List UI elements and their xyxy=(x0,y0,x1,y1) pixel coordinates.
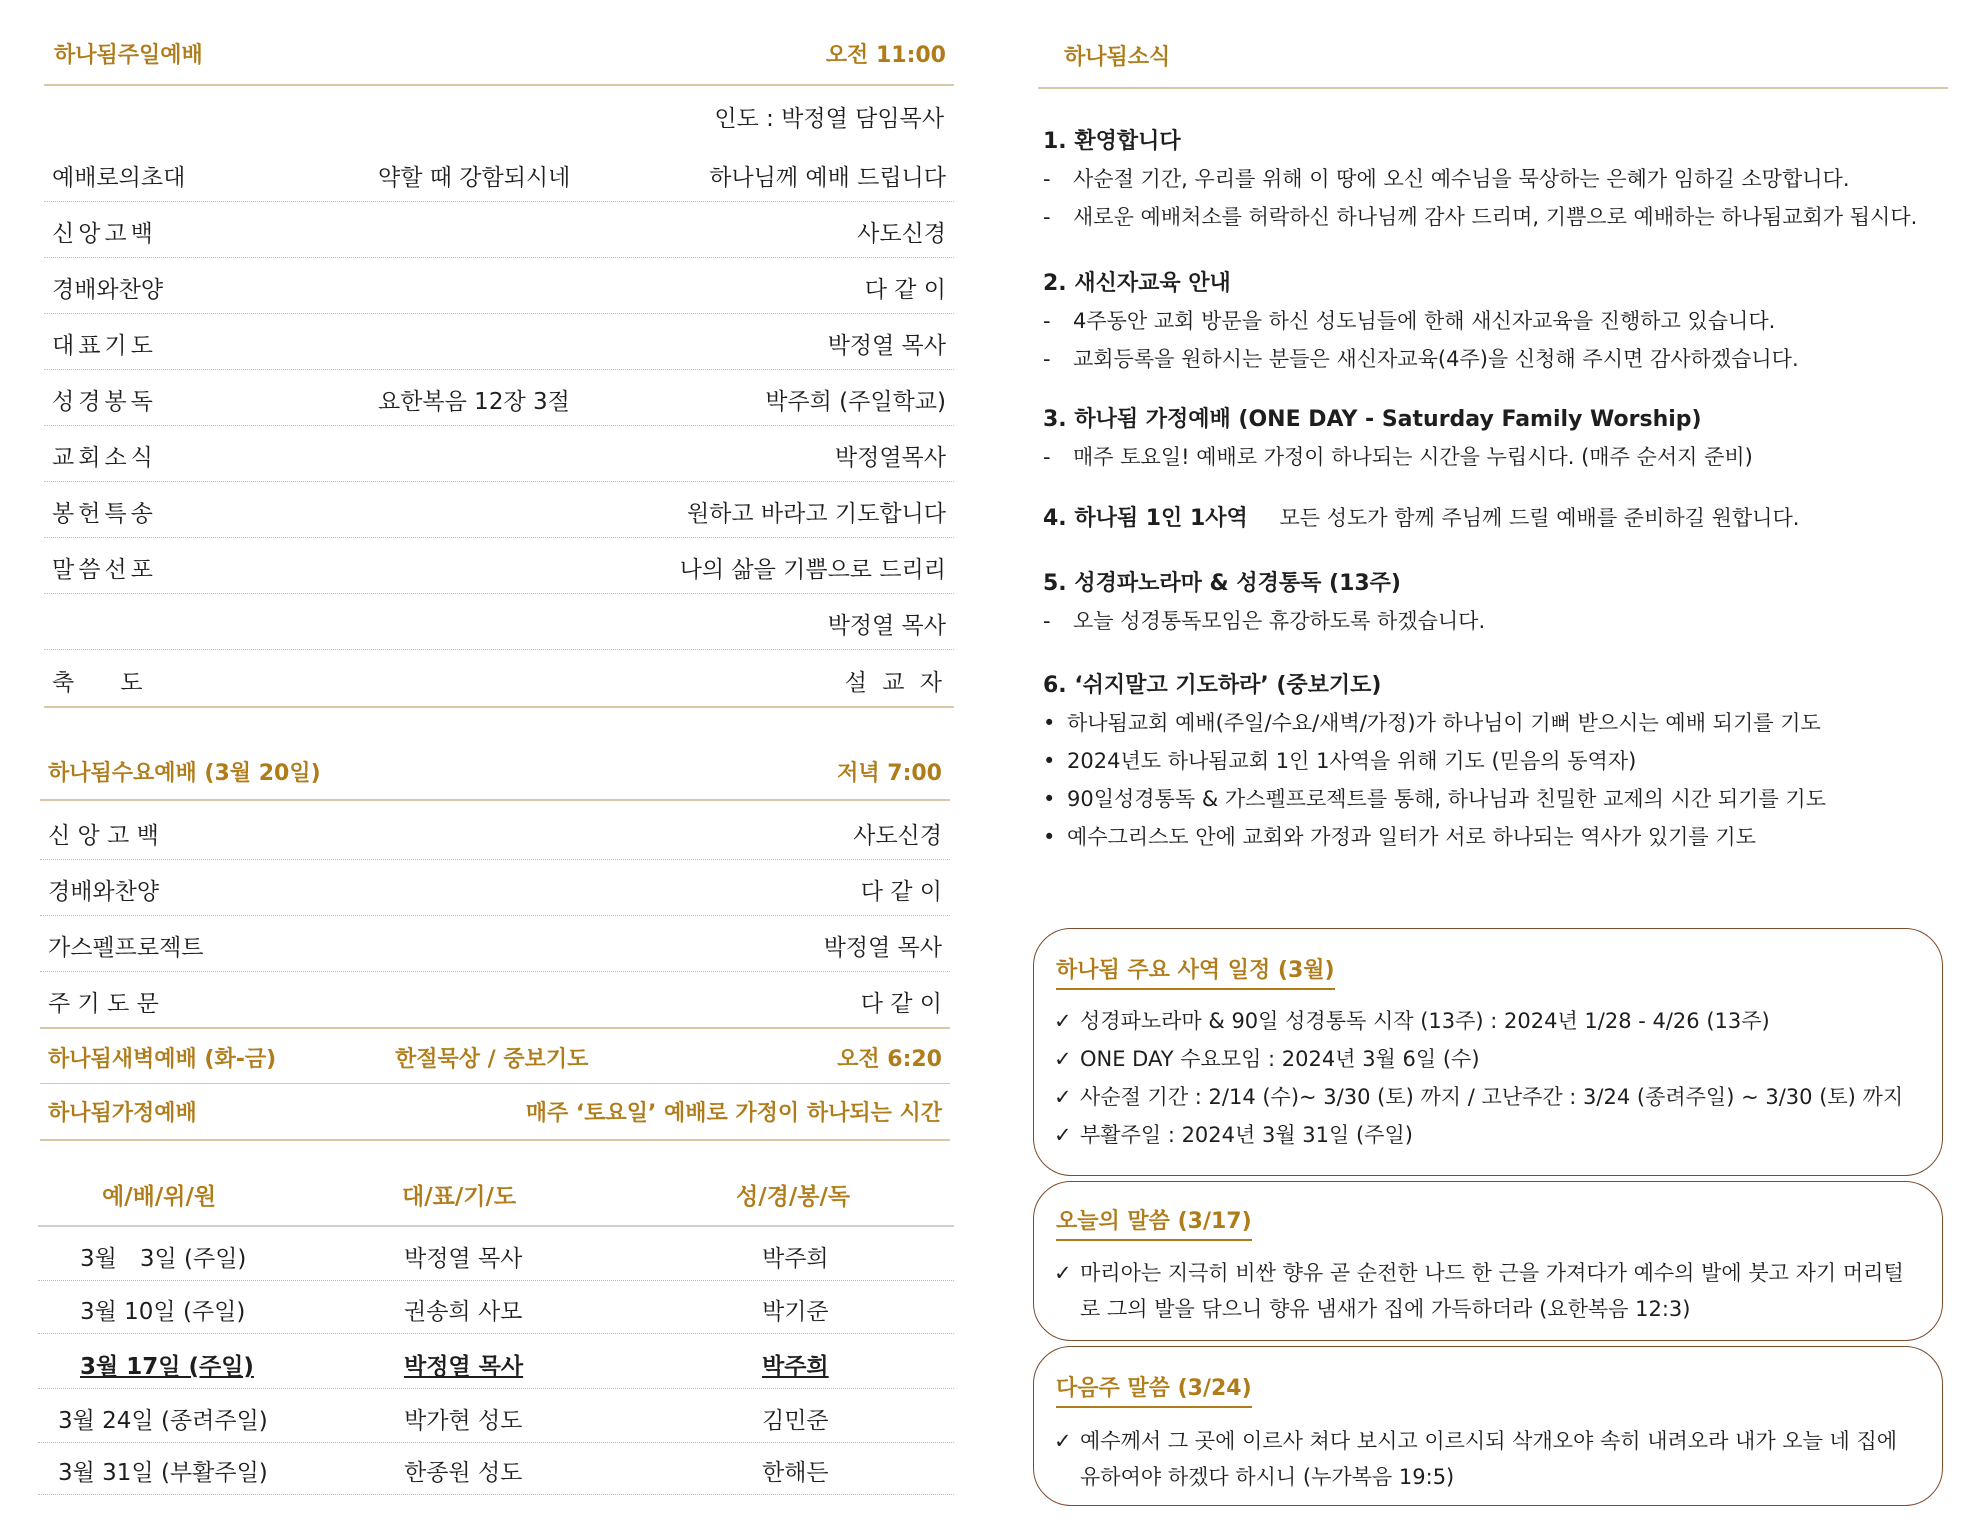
order-row xyxy=(44,313,954,370)
schedule-item xyxy=(1054,1005,1770,1035)
news-heading-row xyxy=(1043,501,1943,532)
divider xyxy=(1038,87,1948,89)
news-line-text: 하나됨교회 예배(주일/수요/새벽/가정)가 하나님이 기뻐 받으시는 예배 되기를 기도 xyxy=(1067,711,1821,735)
schedule-title: 하나됨 주요 사역 일정 (3월) xyxy=(1056,953,1335,990)
order-name: 교회소식 xyxy=(52,445,157,471)
order-row xyxy=(44,537,954,594)
divider xyxy=(44,84,954,86)
news-line-text: 새로운 예배처소를 허락하신 하나님께 감사 드리며, 기쁨으로 예배하는 하나됨교회가 됩시다. xyxy=(1073,205,1918,229)
news-bullet xyxy=(1043,745,1943,775)
order-leader: 다 같 이 xyxy=(860,991,942,1017)
order-leader: 박정열 목사 xyxy=(823,935,942,961)
news-bullet xyxy=(1043,821,1943,851)
roster-reading: 박주희 xyxy=(762,1246,829,1272)
schedule-text: 사순절 기간 : 2/14 (수)~ 3/30 (토) 까지 / 고난주간 : 3/24 (종려주일) ~ 3/30 (토) 까지 xyxy=(1080,1085,1904,1109)
today-word-box xyxy=(1033,1181,1943,1341)
roster-date: 3월 3일 (주일) xyxy=(80,1246,247,1272)
order-row xyxy=(44,481,954,538)
roster-prayer: 한종원 성도 xyxy=(404,1460,523,1486)
order-leader: 다 같 이 xyxy=(864,277,946,303)
news-heading: 2. 새신자교육 안내 xyxy=(1043,271,1231,296)
table-row xyxy=(38,1336,954,1389)
roster-prayer: 권송희 사모 xyxy=(404,1299,523,1325)
sunday-time: 오전 11:00 xyxy=(825,43,946,68)
bullet-icon: • xyxy=(1043,787,1056,811)
order-name: 신 앙 고 백 xyxy=(48,823,159,849)
news-line-text: 사순절 기간, 우리를 위해 이 땅에 오신 예수님을 묵상하는 은혜가 임하길 소망합니다. xyxy=(1073,167,1850,191)
roster-reading: 박주희 xyxy=(762,1354,829,1380)
roster-prayer: 박가현 성도 xyxy=(404,1408,523,1434)
order-name: 축 도 xyxy=(52,670,143,696)
news-line-text: 매주 토요일! 예배로 가정이 하나되는 시간을 누립시다. (매주 순서지 준비) xyxy=(1073,445,1753,469)
news-heading: 1. 환영합니다 xyxy=(1043,129,1181,154)
dawn-title: 하나됨새벽예배 (화-금) xyxy=(48,1047,277,1072)
news-line-text: 예수그리스도 안에 교회와 가정과 일터가 서로 하나되는 역사가 있기를 기도 xyxy=(1067,825,1756,849)
news-title: 하나됨소식 xyxy=(1064,45,1171,70)
order-row xyxy=(44,650,954,708)
divider xyxy=(40,1139,950,1141)
order-leader: 박정열 목사 xyxy=(827,333,946,359)
schedule-box xyxy=(1033,928,1943,1176)
news-heading: 3. 하나됨 가정예배 (ONE DAY - Saturday Family Worship) xyxy=(1043,407,1702,432)
news-line-text: 모든 성도가 함께 주님께 드릴 예배를 준비하길 원합니다. xyxy=(1279,506,1800,530)
dash-icon: - xyxy=(1043,609,1051,633)
order-row xyxy=(40,803,950,860)
order-detail: 약할 때 강함되시네 xyxy=(378,165,571,191)
table-row xyxy=(38,1228,954,1281)
order-name: 경배와찬양 xyxy=(48,879,160,905)
table-row xyxy=(38,1281,954,1334)
roster-date: 3월 24일 (종려주일) xyxy=(58,1408,268,1434)
roster-prayer: 박정열 목사 xyxy=(404,1354,524,1380)
schedule-item xyxy=(1054,1081,1903,1111)
news-line-text: 2024년도 하나됨교회 1인 1사역을 위해 기도 (믿음의 동역자) xyxy=(1067,749,1637,773)
order-row xyxy=(44,257,954,314)
bullet-icon: • xyxy=(1043,711,1056,735)
order-row xyxy=(44,369,954,426)
order-name: 신앙고백 xyxy=(52,221,157,247)
order-row xyxy=(44,201,954,258)
verse-text: 마리아는 지극히 비싼 향유 곧 순전한 나드 한 근을 가져다가 예수의 발에 붓고 자기 머리털 xyxy=(1080,1261,1904,1285)
order-row xyxy=(44,145,954,202)
order-name: 경배와찬양 xyxy=(52,277,164,303)
roster-date: 3월 31일 (부활주일) xyxy=(58,1460,268,1486)
next-word-title: 다음주 말씀 (3/24) xyxy=(1056,1371,1252,1408)
news-item xyxy=(1043,124,1943,231)
dawn-time: 오전 6:20 xyxy=(837,1047,942,1072)
order-name: 예배로의초대 xyxy=(52,165,186,191)
news-line xyxy=(1043,163,1943,193)
order-name: 가스펠프로젝트 xyxy=(48,935,204,961)
news-line xyxy=(1043,605,1943,635)
dash-icon: - xyxy=(1043,309,1051,333)
divider xyxy=(40,799,950,801)
family-desc: 매주 ‘토요일’ 예배로 가정이 하나되는 시간 xyxy=(525,1101,942,1126)
dash-icon: - xyxy=(1043,167,1051,191)
check-icon: ✓ xyxy=(1054,1085,1072,1109)
news-item xyxy=(1043,266,1943,373)
bullet-icon: • xyxy=(1043,749,1056,773)
next-word-box xyxy=(1033,1346,1943,1506)
news-bullet xyxy=(1043,783,1943,813)
schedule-text: 부활주일 : 2024년 3월 31일 (주일) xyxy=(1080,1123,1413,1147)
news-heading: 6. ‘쉬지말고 기도하라’ (중보기도) xyxy=(1043,673,1382,698)
roster-header: 예/배/위/원 xyxy=(102,1184,217,1210)
news-line-text: 오늘 성경통독모임은 휴강하도록 하겠습니다. xyxy=(1073,609,1486,633)
wednesday-time: 저녁 7:00 xyxy=(837,761,942,786)
sunday-title: 하나됨주일예배 xyxy=(54,43,203,68)
order-leader: 박주희 (주일학교) xyxy=(765,389,946,415)
order-row xyxy=(40,971,950,1029)
news-line-text: 90일성경통독 & 가스펠프로젝트를 통해, 하나님과 친밀한 교제의 시간 되기를 기도 xyxy=(1067,787,1826,811)
today-word-title: 오늘의 말씀 (3/17) xyxy=(1056,1204,1252,1241)
schedule-text: ONE DAY 수요모임 : 2024년 3월 6일 (수) xyxy=(1080,1047,1480,1071)
order-name: 봉헌특송 xyxy=(52,501,157,527)
news-item xyxy=(1043,668,1943,851)
roster-reading: 한해든 xyxy=(762,1460,829,1486)
table-row xyxy=(38,1390,954,1443)
order-detail: 요한복음 12장 3절 xyxy=(378,389,570,415)
order-name: 성경봉독 xyxy=(52,389,157,415)
news-line xyxy=(1043,441,1943,471)
dash-icon: - xyxy=(1043,347,1051,371)
order-leader: 설 교 자 xyxy=(844,670,946,696)
divider xyxy=(38,1225,954,1227)
verse-text: 예수께서 그 곳에 이르사 쳐다 보시고 이르시되 삭개오야 속히 내려오라 내가 오늘 네 집에 xyxy=(1080,1429,1898,1453)
schedule-item xyxy=(1054,1119,1413,1149)
verse-line xyxy=(1054,1425,1897,1455)
schedule-text: 성경파노라마 & 90일 성경통독 시작 (13주) : 2024년 1/28 - 4/26 (13주) xyxy=(1080,1009,1770,1033)
roster-reading: 김민준 xyxy=(762,1408,829,1434)
news-line-text: 4주동안 교회 방문을 하신 성도님들에 한해 새신자교육을 진행하고 있습니다. xyxy=(1073,309,1776,333)
divider xyxy=(40,1083,950,1084)
roster-reading: 박기준 xyxy=(762,1299,829,1325)
service-leader: 인도 : 박정열 담임목사 xyxy=(714,106,944,132)
order-name: 주 기 도 문 xyxy=(48,991,159,1017)
roster-prayer: 박정열 목사 xyxy=(404,1246,523,1272)
news-line-text: 교회등록을 원하시는 분들은 새신자교육(4주)을 신청해 주시면 감사하겠습니다. xyxy=(1073,347,1799,371)
bullet-icon: • xyxy=(1043,825,1056,849)
dash-icon: - xyxy=(1043,445,1051,469)
order-leader: 사도신경 xyxy=(857,221,946,247)
check-icon: ✓ xyxy=(1054,1123,1072,1147)
verse-line: 로 그의 발을 닦으니 향유 냄새가 집에 가득하더라 (요한복음 12:3) xyxy=(1080,1297,1691,1321)
order-row xyxy=(40,859,950,916)
news-line xyxy=(1043,305,1943,335)
verse-line: 유하여야 하겠다 하시니 (누가복음 19:5) xyxy=(1080,1465,1455,1489)
check-icon: ✓ xyxy=(1054,1047,1072,1071)
order-leader: 나의 삶을 기쁨으로 드리리 xyxy=(679,557,946,583)
news-bullet xyxy=(1043,707,1943,737)
table-row xyxy=(38,1442,954,1495)
roster-date: 3월 17일 (주일) xyxy=(80,1354,254,1380)
news-line xyxy=(1043,343,1943,373)
order-leader: 원하고 바라고 기도합니다 xyxy=(686,501,946,527)
dawn-detail: 한절묵상 / 중보기도 xyxy=(395,1047,589,1072)
order-leader: 박정열 목사 xyxy=(827,613,946,639)
order-leader: 하나님께 예배 드립니다 xyxy=(709,165,946,191)
dash-icon: - xyxy=(1043,205,1051,229)
order-row xyxy=(40,915,950,972)
family-title: 하나됨가정예배 xyxy=(48,1101,197,1126)
roster-header: 대/표/기/도 xyxy=(402,1184,517,1210)
order-name: 대표기도 xyxy=(52,333,157,359)
news-heading: 4. 하나됨 1인 1사역 xyxy=(1043,506,1248,531)
order-row xyxy=(44,593,954,650)
news-heading: 5. 성경파노라마 & 성경통독 (13주) xyxy=(1043,571,1401,596)
schedule-item xyxy=(1054,1043,1480,1073)
order-leader: 사도신경 xyxy=(853,823,942,849)
news-item xyxy=(1043,402,1943,471)
news-item xyxy=(1043,501,1943,532)
verse-line xyxy=(1054,1257,1904,1287)
order-name: 말씀선포 xyxy=(52,557,157,583)
order-row xyxy=(44,425,954,482)
news-item xyxy=(1043,566,1943,635)
order-leader: 다 같 이 xyxy=(860,879,942,905)
check-icon: ✓ xyxy=(1054,1429,1072,1453)
check-icon: ✓ xyxy=(1054,1009,1072,1033)
roster-date: 3월 10일 (주일) xyxy=(80,1299,246,1325)
roster-header: 성/경/봉/독 xyxy=(736,1184,851,1210)
news-line xyxy=(1043,201,1943,231)
check-icon: ✓ xyxy=(1054,1261,1072,1285)
order-leader: 박정열목사 xyxy=(834,445,946,471)
wednesday-title: 하나됨수요예배 (3월 20일) xyxy=(48,761,321,786)
